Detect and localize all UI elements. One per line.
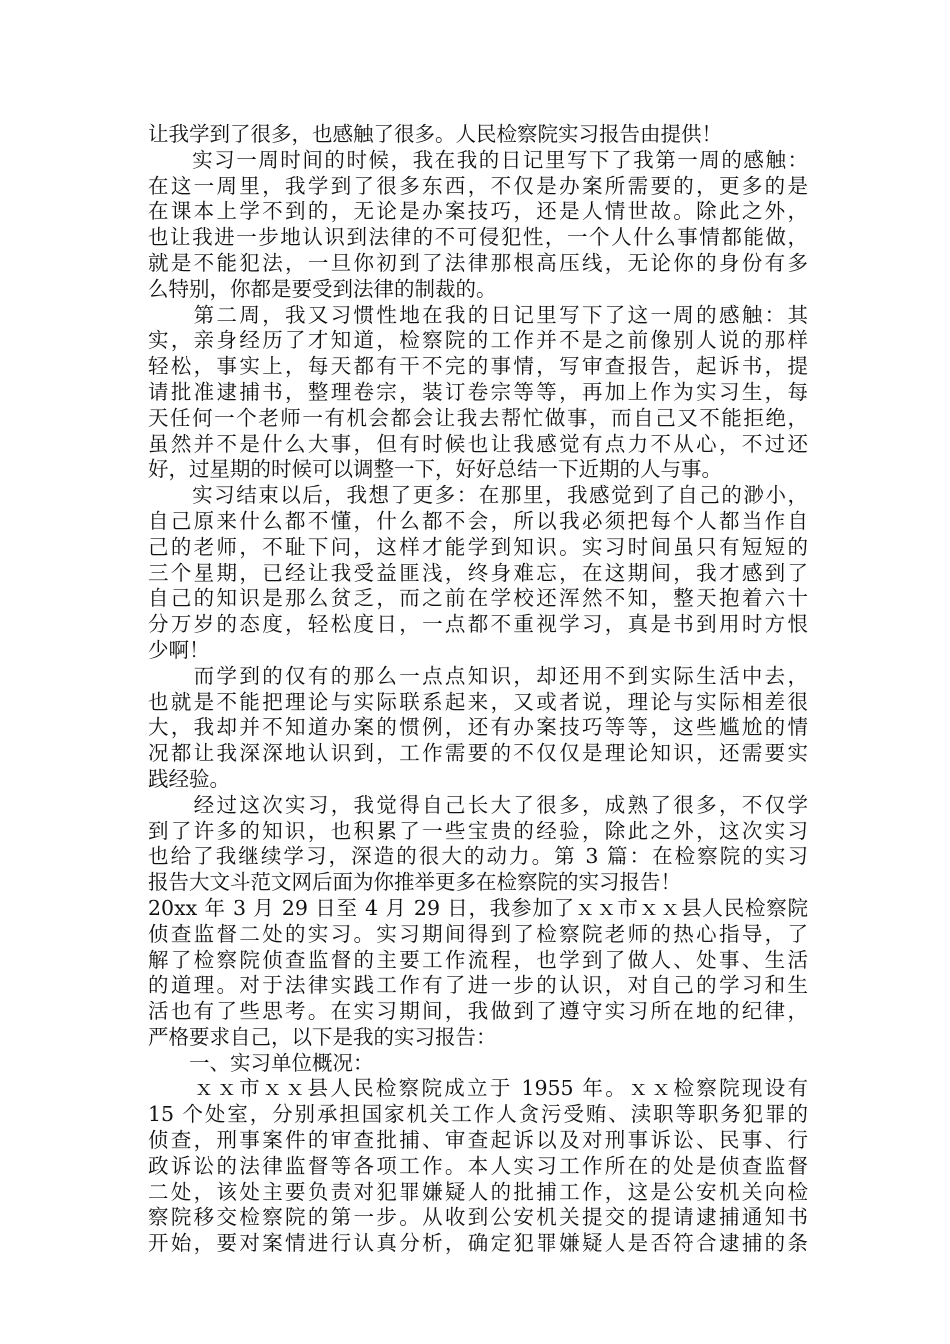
text-line: 自己原来什么都不懂，什么都不会，所以我必须把每个人都当作自 <box>148 508 808 533</box>
text-line: 严格要求自己，以下是我的实习报告： <box>148 1024 497 1049</box>
text-line: 一、实习单位概况： <box>148 1050 374 1075</box>
body-text <box>148 122 808 1257</box>
text-line: 虽然并不是什么大事，但有时候也让我感觉有点力不从心，不过还 <box>148 431 808 456</box>
text-line: 践经验。 <box>148 766 230 791</box>
text-line: 请批准逮捕书，整理卷宗，装订卷宗等等，再加上作为实习生，每 <box>148 379 808 404</box>
text-line: 实习结束以后，我想了更多：在那里，我感觉到了自己的渺小， <box>148 483 808 508</box>
text-line: 政诉讼的法律监督等各项工作。本人实习工作所在的处是侦查监督 <box>148 1153 808 1178</box>
text-line: 经过这次实习，我觉得自己长大了很多，成熟了很多，不仅学 <box>148 792 808 817</box>
text-line: 在这一周里，我学到了很多东西，不仅是办案所需要的，更多的是 <box>148 173 808 198</box>
text-line: 活也有了些思考。在实习期间，我做到了遵守实习所在地的纪律， <box>148 999 808 1024</box>
text-line: 么特别，你都是要受到法律的制裁的。 <box>148 276 497 301</box>
text-line: 的道理。对于法律实践工作有了进一步的认识，对自己的学习和生 <box>148 973 808 998</box>
text-line: 己的老师，不耻下问，这样才能学到知识。实习时间虽只有短短的 <box>148 534 808 559</box>
text-line: 况都让我深深地认识到，工作需要的不仅仅是理论知识，还需要实 <box>148 741 808 766</box>
text-line: 而学到的仅有的那么一点点知识，却还用不到实际生活中去， <box>148 663 808 688</box>
text-line: 实习一周时间的时候，我在我的日记里写下了我第一周的感触： <box>148 147 808 172</box>
text-line: ｘｘ市ｘｘ县人民检察院成立于 1955 年。ｘｘ检察院现设有 <box>148 1076 808 1101</box>
text-line: 开始，要对案情进行认真分析，确定犯罪嫌疑人是否符合逮捕的条 <box>148 1231 808 1256</box>
text-line: 第二周，我又习惯性地在我的日记里写下了这一周的感触：其 <box>148 302 808 327</box>
text-line: 报告大文斗范文网后面为你推举更多在检察院的实习报告！ <box>148 870 681 895</box>
text-line: 就是不能犯法，一旦你初到了法律那根高压线，无论你的身份有多 <box>148 250 808 275</box>
text-line: 到了许多的知识，也积累了一些宝贵的经验，除此之外，这次实习 <box>148 818 808 843</box>
text-line: 侦查，刑事案件的审查批捕、审查起诉以及对刑事诉讼、民事、行 <box>148 1128 808 1153</box>
text-line: 15 个处室，分别承担国家机关工作人贪污受贿、渎职等职务犯罪的 <box>148 1102 808 1127</box>
text-line: 大，我却并不知道办案的惯例，还有办案技巧等等，这些尴尬的情 <box>148 715 808 740</box>
text-line: 好，过星期的时候可以调整一下，好好总结一下近期的人与事。 <box>148 457 722 482</box>
text-line: 自己的知识是那么贫乏，而之前在学校还浑然不知，整天抱着六十 <box>148 586 808 611</box>
text-line: 少啊！ <box>148 637 210 662</box>
text-line: 在课本上学不到的，无论是办案技巧，还是人情世故。除此之外， <box>148 199 808 224</box>
text-line: 轻松，事实上，每天都有干不完的事情，写审查报告，起诉书，提 <box>148 354 808 379</box>
text-line: 侦查监督二处的实习。实习期间得到了检察院老师的热心指导，了 <box>148 921 808 946</box>
text-line: 让我学到了很多，也感触了很多。人民检察院实习报告由提供！ <box>148 122 722 146</box>
text-line: 20xx 年 3 月 29 日至 4 月 29 日，我参加了ｘｘ市ｘｘ县人民检察院 <box>148 895 808 920</box>
text-line: 察院移交检察院的第一步。从收到公安机关提交的提请逮捕通知书 <box>148 1205 808 1230</box>
text-line: 也就是不能把理论与实际联系起来，又或者说，理论与实际相差很 <box>148 689 808 714</box>
text-line: 分万岁的态度，轻松度日，一点都不重视学习，真是书到用时方恨 <box>148 612 808 637</box>
text-line: 二处，该处主要负责对犯罪嫌疑人的批捕工作，这是公安机关向检 <box>148 1179 808 1204</box>
text-line: 也给了我继续学习，深造的很大的动力。第 3 篇：在检察院的实习 <box>148 844 808 869</box>
text-line: 实，亲身经历了才知道，检察院的工作并不是之前像别人说的那样 <box>148 328 808 353</box>
text-line: 三个星期，已经让我受益匪浅，终身难忘，在这期间，我才感到了 <box>148 560 808 585</box>
text-line: 也让我进一步地认识到法律的不可侵犯性，一个人什么事情都能做， <box>148 225 808 250</box>
text-line: 天任何一个老师一有机会都会让我去帮忙做事，而自己又不能拒绝， <box>148 405 808 430</box>
text-line: 解了检察院侦查监督的主要工作流程，也学到了做人、处事、生活 <box>148 947 808 972</box>
